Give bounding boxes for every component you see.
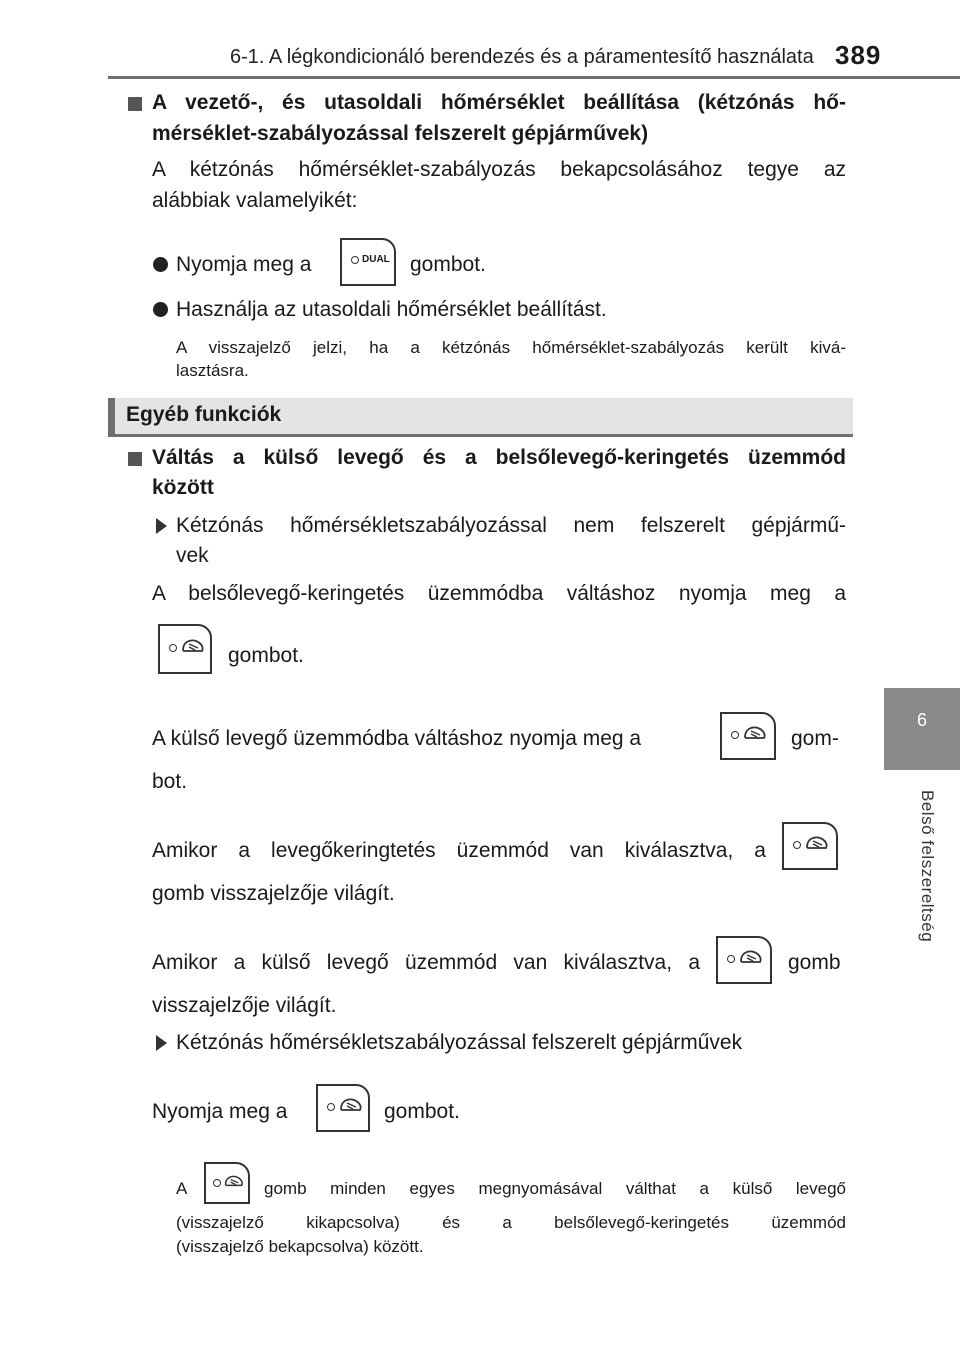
air-heading-line1: Váltás a külső levegő és a belsőlevegő-keringetés üzemmód	[152, 446, 846, 469]
recirculation-button-icon	[716, 936, 772, 984]
sub2-text: Kétzónás hőmérsékletszabályozással felszerelt gépjárművek	[176, 1031, 743, 1054]
section-bar-accent	[108, 398, 115, 437]
p4-text: Amikor a külső levegő üzemmód van kiválasztva, a	[152, 951, 700, 974]
p2-text-after: gom-	[791, 727, 839, 750]
recirculation-button-icon	[204, 1162, 250, 1204]
p2-line2: bot.	[152, 770, 188, 793]
section-title: Egyéb funkciók	[126, 403, 282, 426]
p4-text-after: gomb	[788, 951, 841, 974]
note-a: A	[176, 1179, 188, 1198]
note-line1: gomb minden egyes megnyomásával válthat a külső levegő	[264, 1179, 846, 1198]
sub1-line2: vek	[176, 544, 209, 567]
bullet1-text-after: gombot.	[410, 253, 486, 276]
header-rule	[108, 76, 960, 79]
square-bullet-icon	[128, 97, 142, 111]
p3-line2: gomb visszajelzője világít.	[152, 882, 395, 905]
recirculation-button-icon	[316, 1084, 370, 1132]
note-line2: (visszajelző kikapcsolva) és a belsőlevegő-keringetés üzemmód	[176, 1213, 846, 1232]
dual-intro-line1: A kétzónás hőmérséklet-szabályozás bekapcsolásához tegye az	[152, 158, 846, 181]
p2-text: A külső levegő üzemmódba váltáshoz nyomja meg a	[152, 727, 642, 750]
dual-note-line2: lasztásra.	[176, 361, 249, 380]
p1-line2: gombot.	[228, 644, 304, 667]
chapter-tab: 6	[884, 688, 960, 770]
dual-button-icon	[340, 238, 396, 286]
air-heading-line2: között	[152, 476, 214, 499]
bullet2-text: Használja az utasoldali hőmérséklet beállítást.	[176, 298, 607, 321]
triangle-bullet-icon	[156, 1035, 167, 1051]
p5-text-after: gombot.	[384, 1100, 460, 1123]
square-bullet-icon	[128, 452, 142, 466]
dual-button-label: DUAL	[362, 254, 390, 265]
dual-intro-line2: alábbiak valamelyikét:	[152, 189, 358, 212]
page-number: 389	[835, 40, 882, 70]
bullet1-text: Nyomja meg a	[176, 253, 312, 276]
note-line3: (visszajelző bekapcsolva) között.	[176, 1237, 424, 1256]
dual-heading-line2: mérséklet-szabályozással felszerelt gépjárművek)	[152, 122, 649, 145]
p4-line2: visszajelzője világít.	[152, 994, 337, 1017]
chapter-label: Belső felszereltség	[918, 790, 937, 943]
round-bullet-icon	[153, 257, 168, 272]
recirculation-button-icon	[782, 822, 838, 870]
p5-text: Nyomja meg a	[152, 1100, 288, 1123]
sub1-line1: Kétzónás hőmérsékletszabályozással nem felszerelt gépjármű-	[176, 514, 846, 537]
p3-line1: Amikor a levegőkeringtetés üzemmód van kiválasztva, a	[152, 839, 766, 862]
running-header: 6-1. A légkondicionáló berendezés és a páramentesítő használata	[230, 46, 814, 68]
recirculation-button-icon	[158, 624, 212, 674]
dual-heading-line1: A vezető-, és utasoldali hőmérséklet beállítása (kétzónás hő-	[152, 91, 846, 114]
dual-note-line1: A visszajelző jelzi, ha a kétzónás hőmérséklet-szabályozás került kivá-	[176, 338, 846, 357]
triangle-bullet-icon	[156, 518, 167, 534]
p1-line1: A belsőlevegő-keringetés üzemmódba váltáshoz nyomja meg a	[152, 582, 846, 605]
round-bullet-icon	[153, 302, 168, 317]
recirculation-button-icon	[720, 712, 776, 760]
section-bar	[108, 398, 853, 437]
